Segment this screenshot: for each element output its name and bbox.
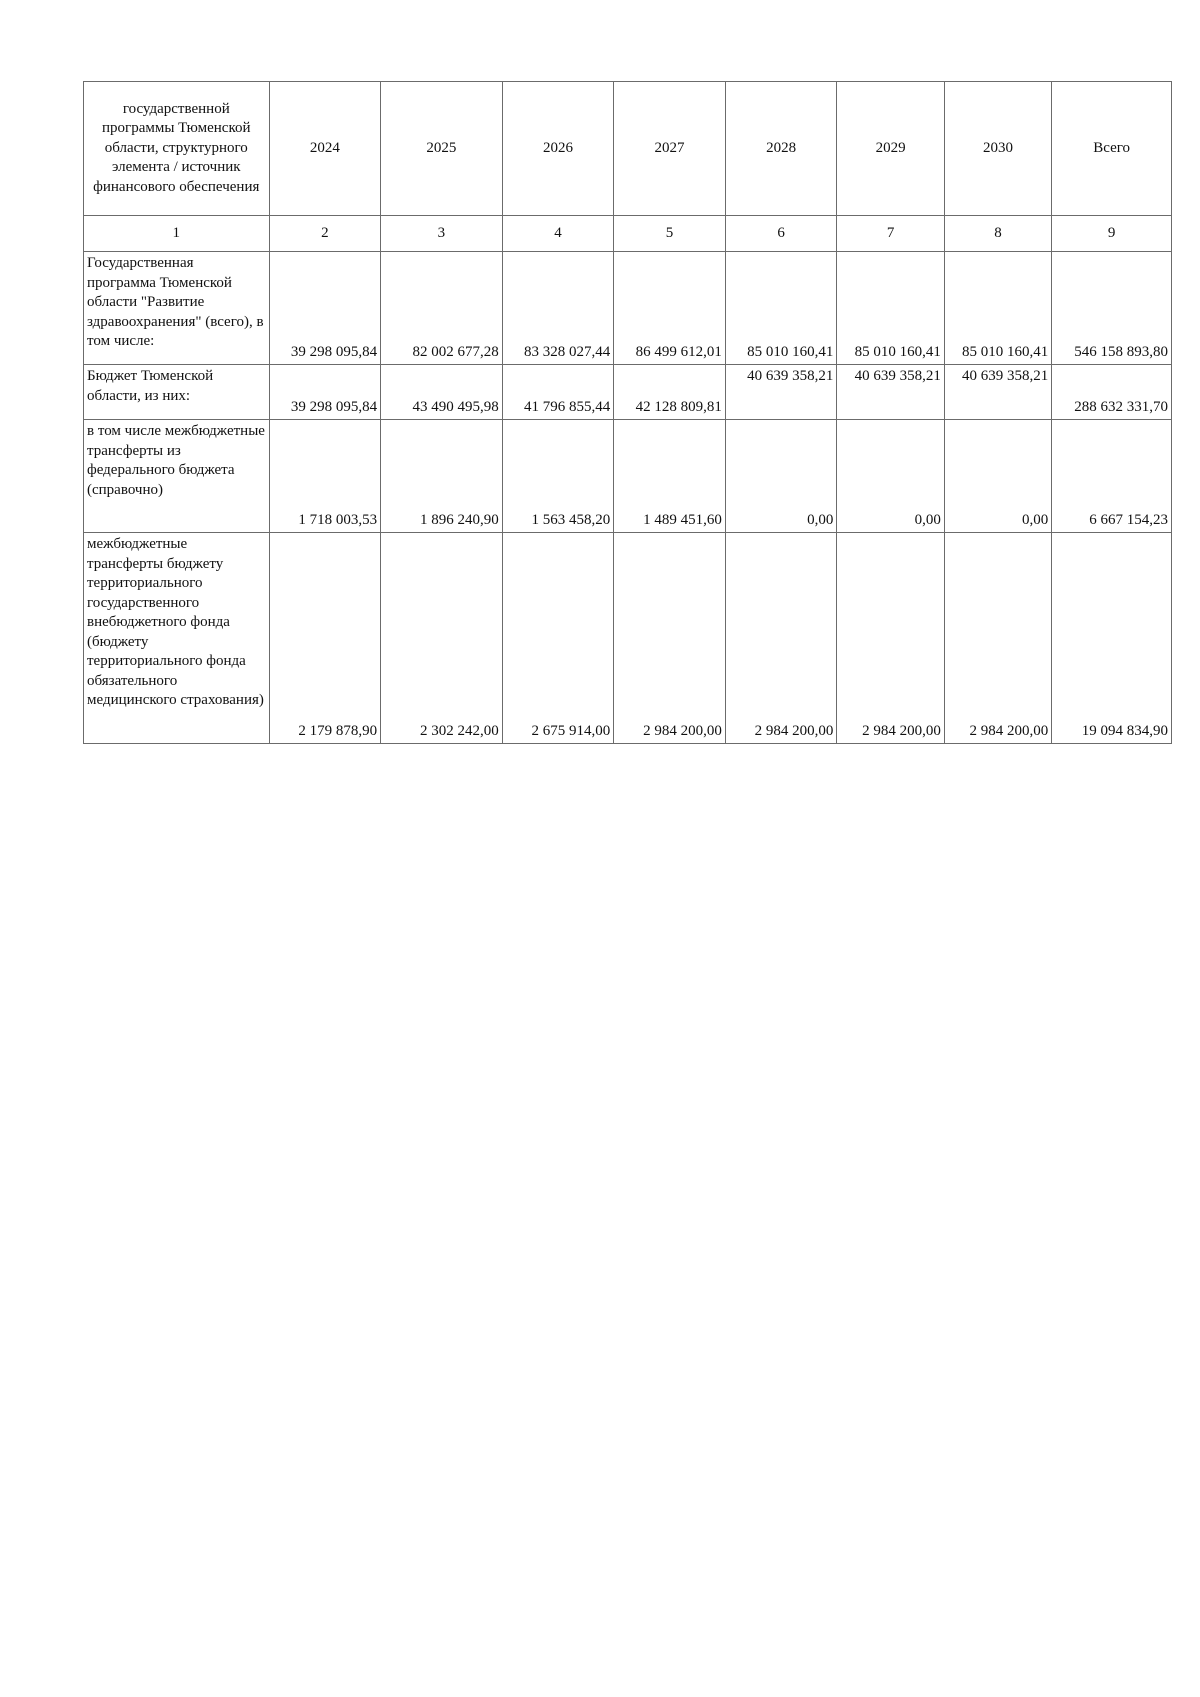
header-year-2026: 2026: [502, 82, 614, 216]
cell-value: 39 298 095,84: [269, 252, 381, 365]
column-number: 5: [614, 216, 726, 252]
cell-value: 1 896 240,90: [381, 420, 503, 533]
header-year-2030: 2030: [944, 82, 1051, 216]
cell-value: 42 128 809,81: [614, 365, 726, 420]
cell-value: 2 984 200,00: [837, 533, 944, 744]
cell-value-total: 288 632 331,70: [1052, 365, 1172, 420]
column-number: 7: [837, 216, 944, 252]
header-year-2027: 2027: [614, 82, 726, 216]
table-row: [84, 365, 1172, 420]
column-number: 3: [381, 216, 503, 252]
table-row: [84, 252, 1172, 365]
cell-value-total: 546 158 893,80: [1052, 252, 1172, 365]
cell-value: 2 179 878,90: [269, 533, 381, 744]
cell-value-total: 19 094 834,90: [1052, 533, 1172, 744]
cell-value: 82 002 677,28: [381, 252, 503, 365]
cell-value: 1 718 003,53: [269, 420, 381, 533]
column-number: 8: [944, 216, 1051, 252]
cell-value: 83 328 027,44: [502, 252, 614, 365]
cell-value: 0,00: [725, 420, 837, 533]
cell-value: 2 675 914,00: [502, 533, 614, 744]
column-number: 4: [502, 216, 614, 252]
row-label: межбюджетные трансферты бюджету территориального государственного внебюджетного фонда (бюджету территориального фонда обязательного медицинского страхования): [84, 533, 270, 744]
cell-value: 2 984 200,00: [944, 533, 1051, 744]
cell-value: 0,00: [837, 420, 944, 533]
cell-value: 39 298 095,84: [269, 365, 381, 420]
column-number: 9: [1052, 216, 1172, 252]
cell-value: 40 639 358,21: [837, 365, 944, 420]
cell-value: 85 010 160,41: [725, 252, 837, 365]
table-row: [84, 533, 1172, 744]
header-total: Всего: [1052, 82, 1172, 216]
cell-value: 1 489 451,60: [614, 420, 726, 533]
column-number: 6: [725, 216, 837, 252]
header-year-2024: 2024: [269, 82, 381, 216]
header-name-column: государственной программы Тюменской области, структурного элемента / источник финансового обеспечения: [84, 82, 270, 216]
column-number: 1: [84, 216, 270, 252]
cell-value: 43 490 495,98: [381, 365, 503, 420]
table-header-row: [84, 82, 1172, 216]
header-year-2028: 2028: [725, 82, 837, 216]
cell-value: 2 984 200,00: [725, 533, 837, 744]
cell-value-total: 6 667 154,23: [1052, 420, 1172, 533]
cell-value: 2 302 242,00: [381, 533, 503, 744]
cell-value: 0,00: [944, 420, 1051, 533]
cell-value: 86 499 612,01: [614, 252, 726, 365]
row-label: в том числе межбюджетные трансферты из федерального бюджета (справочно): [84, 420, 270, 533]
cell-value: 85 010 160,41: [944, 252, 1051, 365]
cell-value: 1 563 458,20: [502, 420, 614, 533]
table-row: [84, 420, 1172, 533]
column-number-row: [84, 216, 1172, 252]
cell-value: 40 639 358,21: [725, 365, 837, 420]
column-number: 2: [269, 216, 381, 252]
financing-table: [83, 81, 1172, 744]
header-year-2025: 2025: [381, 82, 503, 216]
cell-value: 2 984 200,00: [614, 533, 726, 744]
row-label: Государственная программа Тюменской области "Развитие здравоохранения" (всего), в том числе:: [84, 252, 270, 365]
cell-value: 85 010 160,41: [837, 252, 944, 365]
cell-value: 40 639 358,21: [944, 365, 1051, 420]
header-year-2029: 2029: [837, 82, 944, 216]
row-label: Бюджет Тюменской области, из них:: [84, 365, 270, 420]
cell-value: 41 796 855,44: [502, 365, 614, 420]
